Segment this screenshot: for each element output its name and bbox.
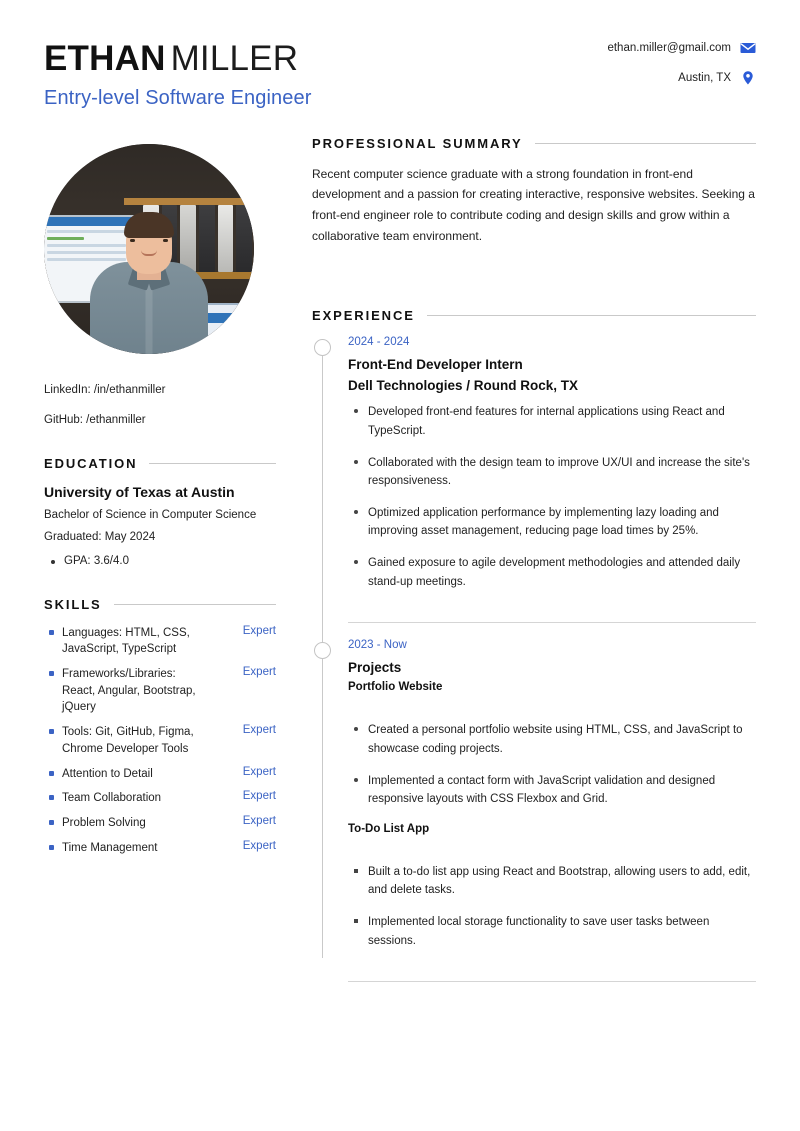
education-degree: Bachelor of Science in Computer Science bbox=[44, 508, 257, 521]
list-item: Implemented a contact form with JavaScript validation and designed responsive layouts with CSS Flexbox and Grid. bbox=[348, 772, 756, 809]
experience-heading bbox=[312, 308, 756, 323]
experience-heading-label: EXPERIENCE bbox=[312, 308, 415, 324]
name-block bbox=[44, 30, 311, 110]
project-bullets bbox=[348, 863, 756, 951]
list-item: Optimized application performance by implementing lazy loading and improving asset management, reducing page load times by 25%. bbox=[348, 504, 756, 541]
skill-level: Expert bbox=[242, 624, 276, 637]
skill-name: Problem Solving bbox=[44, 815, 146, 832]
list-item bbox=[44, 790, 276, 807]
experience-role: Front-End Developer Intern bbox=[348, 357, 523, 373]
skill-name: Tools: Git, GitHub, Figma, Chrome Developer Tools bbox=[44, 724, 209, 757]
github-link[interactable]: GitHub: /ethanmiller bbox=[44, 413, 146, 426]
experience-item bbox=[348, 336, 756, 608]
contact-location: Austin, TX bbox=[678, 72, 731, 84]
skill-level: Expert bbox=[242, 666, 276, 679]
project-entry bbox=[348, 823, 756, 951]
list-item bbox=[44, 815, 276, 832]
summary-text: Recent computer science graduate with a strong foundation in front-end development and a passion for creating interactive, responsive websites. Seeking a front-end engineer role to contribute coding and design skills and grow within a collaborative team environment. bbox=[312, 166, 755, 243]
avatar bbox=[44, 144, 254, 354]
contact-email-row[interactable] bbox=[607, 40, 756, 56]
project-bullets bbox=[348, 721, 756, 809]
list-item: Collaborated with the design team to improve UX/UI and increase the site's responsiveness. bbox=[348, 454, 756, 491]
timeline-dot-icon bbox=[314, 339, 331, 356]
experience-divider bbox=[348, 981, 756, 982]
first-name: ETHAN bbox=[44, 39, 166, 78]
skills-list bbox=[44, 625, 276, 856]
experience-date: 2024 - 2024 bbox=[348, 336, 410, 349]
right-column bbox=[294, 136, 756, 999]
summary-heading bbox=[312, 136, 756, 151]
skill-level: Expert bbox=[242, 724, 276, 737]
experience-organization: Dell Technologies / Round Rock, TX bbox=[348, 378, 579, 394]
education-graduated: Graduated: May 2024 bbox=[44, 530, 156, 543]
heading-rule bbox=[535, 143, 756, 144]
education-heading-label: EDUCATION bbox=[44, 455, 138, 471]
last-name: MILLER bbox=[170, 39, 299, 78]
list-item: Gained exposure to agile development methodologies and attended daily stand-up meetings. bbox=[348, 554, 756, 591]
skill-name: Time Management bbox=[44, 840, 157, 857]
experience-bullets bbox=[348, 403, 756, 591]
education-bullets bbox=[44, 555, 276, 567]
map-pin-icon bbox=[740, 70, 756, 86]
list-item bbox=[44, 666, 276, 716]
heading-rule bbox=[427, 315, 756, 316]
skill-level: Expert bbox=[242, 790, 276, 803]
project-entry bbox=[348, 681, 756, 809]
contact-block bbox=[607, 30, 756, 100]
experience-item bbox=[348, 639, 756, 967]
left-column bbox=[44, 136, 294, 999]
list-item: Implemented local storage functionality to save user tasks between sessions. bbox=[348, 913, 756, 950]
summary-section bbox=[312, 136, 756, 247]
experience-role: Projects bbox=[348, 660, 402, 676]
skill-name: Attention to Detail bbox=[44, 766, 153, 783]
resume-header bbox=[44, 30, 756, 110]
education-section bbox=[44, 456, 276, 567]
skill-level: Expert bbox=[242, 765, 276, 778]
skill-level: Expert bbox=[242, 839, 276, 852]
timeline-dot-icon bbox=[314, 642, 331, 659]
list-item: Created a personal portfolio website using HTML, CSS, and JavaScript to showcase coding projects. bbox=[348, 721, 756, 758]
list-item bbox=[44, 625, 276, 658]
skill-name: Frameworks/Libraries: React, Angular, Bootstrap, jQuery bbox=[44, 666, 209, 716]
skill-level: Expert bbox=[242, 814, 276, 827]
education-heading bbox=[44, 456, 276, 471]
page-title bbox=[44, 40, 311, 78]
profile-links bbox=[44, 384, 276, 426]
skills-heading bbox=[44, 597, 276, 612]
list-item: GPA: 3.6/4.0 bbox=[44, 555, 276, 567]
experience-date: 2023 - Now bbox=[348, 639, 407, 652]
envelope-icon bbox=[740, 40, 756, 56]
education-school: University of Texas at Austin bbox=[44, 483, 235, 500]
list-item bbox=[44, 724, 276, 757]
resume-body bbox=[44, 136, 756, 999]
experience-divider bbox=[348, 622, 756, 623]
contact-email: ethan.miller@gmail.com bbox=[607, 42, 731, 54]
summary-heading-label: PROFESSIONAL SUMMARY bbox=[312, 135, 523, 151]
project-name: Portfolio Website bbox=[348, 681, 443, 694]
contact-location-row[interactable] bbox=[607, 70, 756, 86]
skills-section bbox=[44, 597, 276, 856]
list-item bbox=[44, 840, 276, 857]
heading-rule bbox=[149, 463, 276, 464]
job-title: Entry-level Software Engineer bbox=[44, 86, 312, 109]
skill-name: Team Collaboration bbox=[44, 790, 161, 807]
list-item: Built a to-do list app using React and Bootstrap, allowing users to add, edit, and delete tasks. bbox=[348, 863, 756, 900]
list-item bbox=[44, 766, 276, 783]
project-name: To-Do List App bbox=[348, 822, 430, 835]
heading-rule bbox=[114, 604, 276, 605]
list-item: Developed front-end features for internal applications using React and TypeScript. bbox=[348, 403, 756, 440]
skill-name: Languages: HTML, CSS, JavaScript, TypeScript bbox=[44, 625, 209, 658]
experience-timeline bbox=[312, 336, 756, 982]
experience-section bbox=[312, 308, 756, 982]
skills-heading-label: SKILLS bbox=[44, 596, 102, 612]
linkedin-link[interactable]: LinkedIn: /in/ethanmiller bbox=[44, 383, 166, 396]
